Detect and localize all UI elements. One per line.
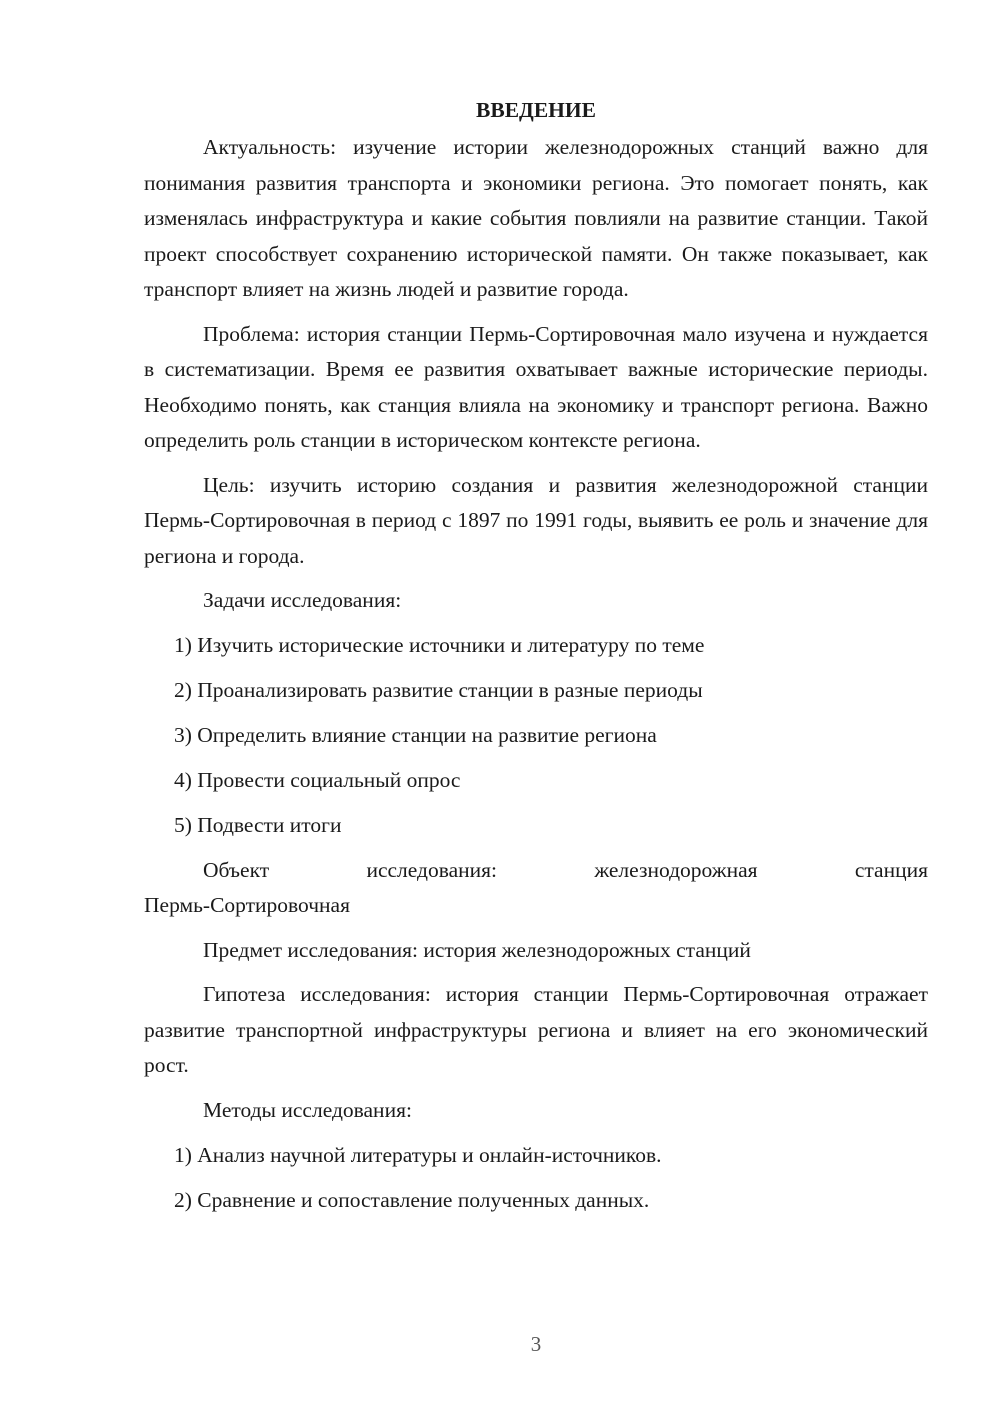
methods-heading: Методы исследования:: [203, 1097, 412, 1122]
tasks-heading: Задачи исследования:: [203, 588, 402, 612]
object-word: Объект: [203, 857, 270, 882]
task-item: 3) Определить влияние станции на развитие региона: [174, 723, 657, 747]
object-word: исследования:: [366, 857, 498, 882]
document-page: [144, 92, 928, 1218]
goal-paragraph: Цель: изучить историю создания и развития железнодорожной станции Пермь-Сортировочная в период с 1897 по 1991 годы, выявить ее роль и значение для региона и города.: [144, 472, 928, 568]
task-item: 1) Изучить исторические источники и литературу по теме: [174, 633, 705, 657]
section-title: ВВЕДЕНИЕ: [476, 98, 596, 122]
task-item: 5) Подвести итоги: [174, 813, 342, 837]
object-word: железнодорожная: [594, 857, 758, 882]
method-item: 2) Сравнение и сопоставление полученных данных.: [174, 1187, 650, 1212]
task-item: 4) Провести социальный опрос: [174, 768, 461, 792]
object-paragraph-rest: Пермь-Сортировочная: [144, 893, 350, 917]
hypothesis-paragraph: Гипотеза исследования: история станции Пермь-Сортировочная отражает развитие транспортной инфраструктуры региона и влияет на его экономический рост.: [144, 982, 928, 1077]
relevance-paragraph: Актуальность: изучение истории железнодорожных станций важно для понимания развития транспорта и экономики региона. Это помогает понять, как изменялась инфраструктура и какие события повлияли на развитие станции. Такой проект способствует сохранению исторической памяти. Он также показывает, как транспорт влияет на жизнь людей и развитие города.: [144, 135, 928, 301]
subject-paragraph: Предмет исследования: история железнодорожных станций: [203, 937, 751, 962]
object-word: станция: [854, 857, 928, 882]
problem-paragraph: Проблема: история станции Пермь-Сортировочная мало изучена и нуждается в систематизации. Время ее развития охватывает важные исторические периоды. Необходимо понять, как станция влияла на экономику и транспорт региона. Важно определить роль станции в историческом контексте региона.: [144, 321, 928, 452]
object-paragraph-line: [144, 853, 928, 889]
method-item: 1) Анализ научной литературы и онлайн-источников.: [174, 1142, 662, 1167]
page-number: 3: [530, 1332, 542, 1356]
task-item: 2) Проанализировать развитие станции в разные периоды: [174, 678, 703, 702]
